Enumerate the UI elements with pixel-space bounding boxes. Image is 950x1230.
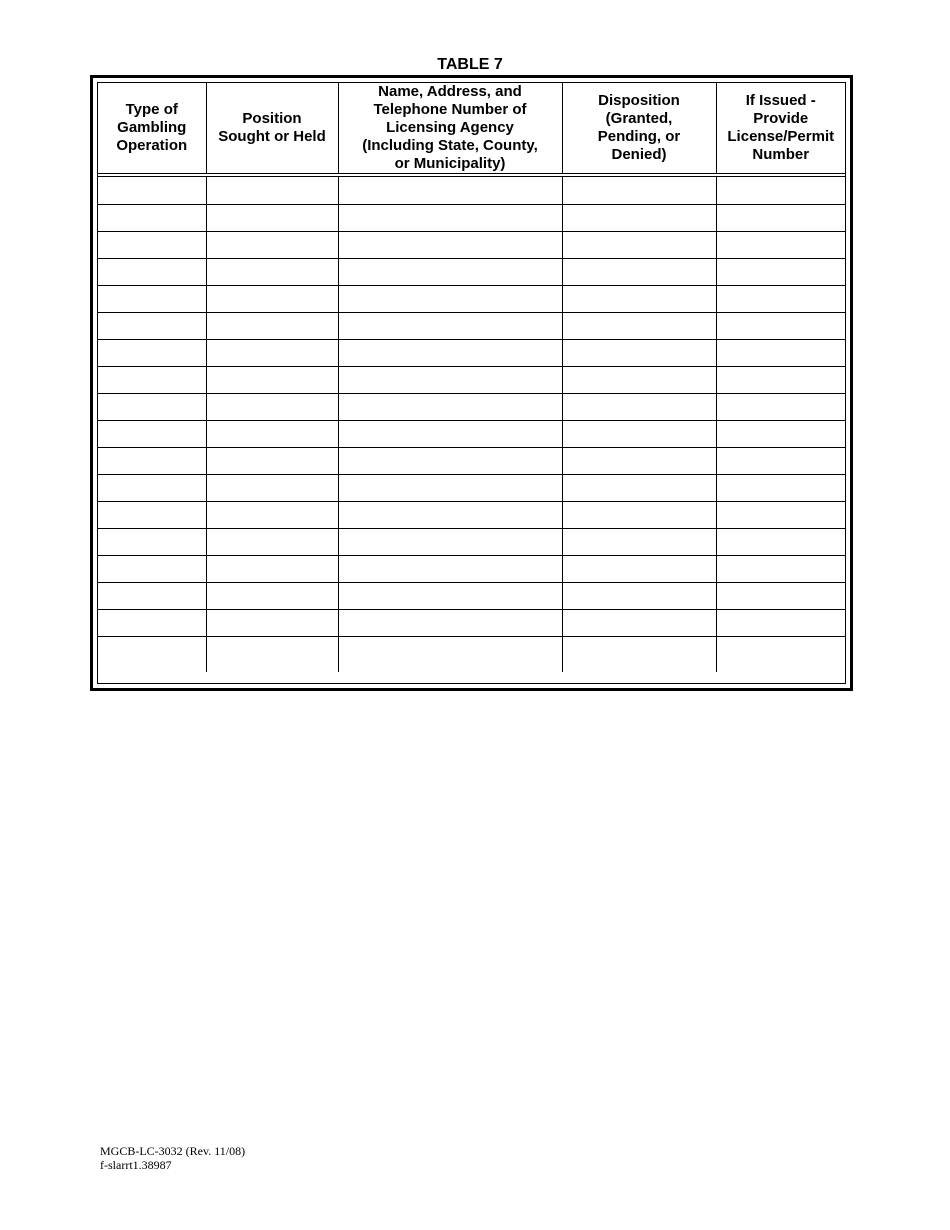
- table-cell-input[interactable]: [716, 259, 845, 286]
- table-cell-input[interactable]: [562, 232, 716, 259]
- table-body: [98, 175, 845, 672]
- table-row: [98, 583, 845, 610]
- table-cell-input[interactable]: [716, 421, 845, 448]
- table-cell-input[interactable]: [206, 259, 338, 286]
- table-cell-input[interactable]: [98, 421, 206, 448]
- table-cell-input[interactable]: [206, 448, 338, 475]
- table-row: [98, 340, 845, 367]
- table-cell-input[interactable]: [716, 286, 845, 313]
- table-row: [98, 367, 845, 394]
- table-cell-input[interactable]: [338, 340, 562, 367]
- column-header-position: Position Sought or Held: [206, 83, 338, 175]
- table-cell-input[interactable]: [206, 529, 338, 556]
- table-cell-input[interactable]: [716, 637, 845, 673]
- column-header-gambling-operation: Type of Gambling Operation: [98, 83, 206, 175]
- table-cell-input[interactable]: [338, 394, 562, 421]
- table-cell-input[interactable]: [98, 556, 206, 583]
- table-cell-input[interactable]: [716, 175, 845, 205]
- table-cell-input[interactable]: [716, 583, 845, 610]
- table-cell-input[interactable]: [338, 475, 562, 502]
- table-cell-input[interactable]: [338, 232, 562, 259]
- table-cell-input[interactable]: [716, 529, 845, 556]
- table-cell-input[interactable]: [716, 313, 845, 340]
- table-cell-input[interactable]: [562, 475, 716, 502]
- form-footer: [100, 1144, 245, 1172]
- file-id: f-slarrt1.38987: [100, 1158, 172, 1172]
- table-cell-input[interactable]: [716, 205, 845, 232]
- table-cell-input[interactable]: [338, 556, 562, 583]
- table-row: [98, 529, 845, 556]
- table-cell-input[interactable]: [206, 232, 338, 259]
- table-row: [98, 313, 845, 340]
- table-cell-input[interactable]: [562, 448, 716, 475]
- table-cell-input[interactable]: [98, 583, 206, 610]
- table-cell-input[interactable]: [206, 286, 338, 313]
- table-cell-input[interactable]: [98, 367, 206, 394]
- table-cell-input[interactable]: [562, 367, 716, 394]
- table-row: [98, 448, 845, 475]
- table-cell-input[interactable]: [206, 637, 338, 673]
- table-cell-input[interactable]: [206, 583, 338, 610]
- table-row: [98, 556, 845, 583]
- table-outer-frame: [90, 75, 853, 691]
- table-cell-input[interactable]: [716, 556, 845, 583]
- table-cell-input[interactable]: [338, 583, 562, 610]
- table-cell-input[interactable]: [98, 286, 206, 313]
- table-cell-input[interactable]: [562, 259, 716, 286]
- table-cell-input[interactable]: [562, 205, 716, 232]
- table-cell-input[interactable]: [98, 502, 206, 529]
- table-cell-input[interactable]: [206, 340, 338, 367]
- table-row: [98, 175, 845, 205]
- table-cell-input[interactable]: [562, 610, 716, 637]
- table-cell-input[interactable]: [716, 367, 845, 394]
- table-cell-input[interactable]: [98, 175, 206, 205]
- table-row: [98, 610, 845, 637]
- table-cell-input[interactable]: [338, 637, 562, 673]
- licensing-table: [98, 83, 845, 672]
- column-header-license-number: If Issued - Provide License/Permit Number: [716, 83, 845, 175]
- table-row: [98, 232, 845, 259]
- table-cell-input[interactable]: [98, 610, 206, 637]
- table-cell-input[interactable]: [716, 610, 845, 637]
- table-header-row: [98, 83, 845, 175]
- table-cell-input[interactable]: [562, 556, 716, 583]
- table-cell-input[interactable]: [98, 475, 206, 502]
- table-cell-input[interactable]: [338, 502, 562, 529]
- table-row: [98, 502, 845, 529]
- table-cell-input[interactable]: [562, 313, 716, 340]
- table-cell-input[interactable]: [338, 448, 562, 475]
- table-cell-input[interactable]: [562, 529, 716, 556]
- table-cell-input[interactable]: [98, 313, 206, 340]
- table-row: [98, 394, 845, 421]
- table-cell-input[interactable]: [562, 175, 716, 205]
- form-number: MGCB-LC-3032 (Rev. 11/08): [100, 1144, 246, 1158]
- table-cell-input[interactable]: [206, 556, 338, 583]
- table-cell-input[interactable]: [98, 394, 206, 421]
- table-cell-input[interactable]: [206, 421, 338, 448]
- table-cell-input[interactable]: [98, 637, 206, 673]
- table-cell-input[interactable]: [716, 448, 845, 475]
- table-cell-input[interactable]: [338, 175, 562, 205]
- table-cell-input[interactable]: [206, 205, 338, 232]
- table-cell-input[interactable]: [206, 610, 338, 637]
- table-cell-input[interactable]: [338, 529, 562, 556]
- table-title: TABLE 7: [437, 56, 503, 73]
- column-header-disposition: Disposition (Granted, Pending, or Denied): [562, 83, 716, 175]
- table-cell-input[interactable]: [206, 367, 338, 394]
- table-cell-input[interactable]: [206, 502, 338, 529]
- table-cell-input[interactable]: [562, 583, 716, 610]
- table-cell-input[interactable]: [206, 175, 338, 205]
- table-row: [98, 637, 845, 673]
- table-cell-input[interactable]: [716, 232, 845, 259]
- table-cell-input[interactable]: [338, 205, 562, 232]
- table-cell-input[interactable]: [206, 394, 338, 421]
- table-row: [98, 421, 845, 448]
- table-cell-input[interactable]: [338, 286, 562, 313]
- table-cell-input[interactable]: [338, 313, 562, 340]
- table-cell-input[interactable]: [98, 448, 206, 475]
- table-cell-input[interactable]: [716, 340, 845, 367]
- table-cell-input[interactable]: [716, 394, 845, 421]
- table-cell-input[interactable]: [338, 421, 562, 448]
- table-row: [98, 205, 845, 232]
- table-inner-frame: [97, 82, 846, 684]
- table-cell-input[interactable]: [338, 367, 562, 394]
- column-header-licensing-agency: Name, Address, and Telephone Number of Licensing Agency (Including State, County, or Municipality): [338, 83, 562, 175]
- table-row: [98, 259, 845, 286]
- table-cell-input[interactable]: [716, 502, 845, 529]
- table-cell-input[interactable]: [206, 313, 338, 340]
- table-cell-input[interactable]: [562, 394, 716, 421]
- table-cell-input[interactable]: [98, 259, 206, 286]
- table-cell-input[interactable]: [98, 205, 206, 232]
- table-cell-input[interactable]: [98, 529, 206, 556]
- table-cell-input[interactable]: [562, 637, 716, 673]
- table-cell-input[interactable]: [562, 502, 716, 529]
- table-cell-input[interactable]: [98, 232, 206, 259]
- table-row: [98, 475, 845, 502]
- table-cell-input[interactable]: [338, 259, 562, 286]
- table-row: [98, 286, 845, 313]
- table-cell-input[interactable]: [98, 340, 206, 367]
- table-cell-input[interactable]: [562, 286, 716, 313]
- table-cell-input[interactable]: [562, 340, 716, 367]
- table-cell-input[interactable]: [338, 610, 562, 637]
- table-cell-input[interactable]: [206, 475, 338, 502]
- table-cell-input[interactable]: [562, 421, 716, 448]
- table-cell-input[interactable]: [716, 475, 845, 502]
